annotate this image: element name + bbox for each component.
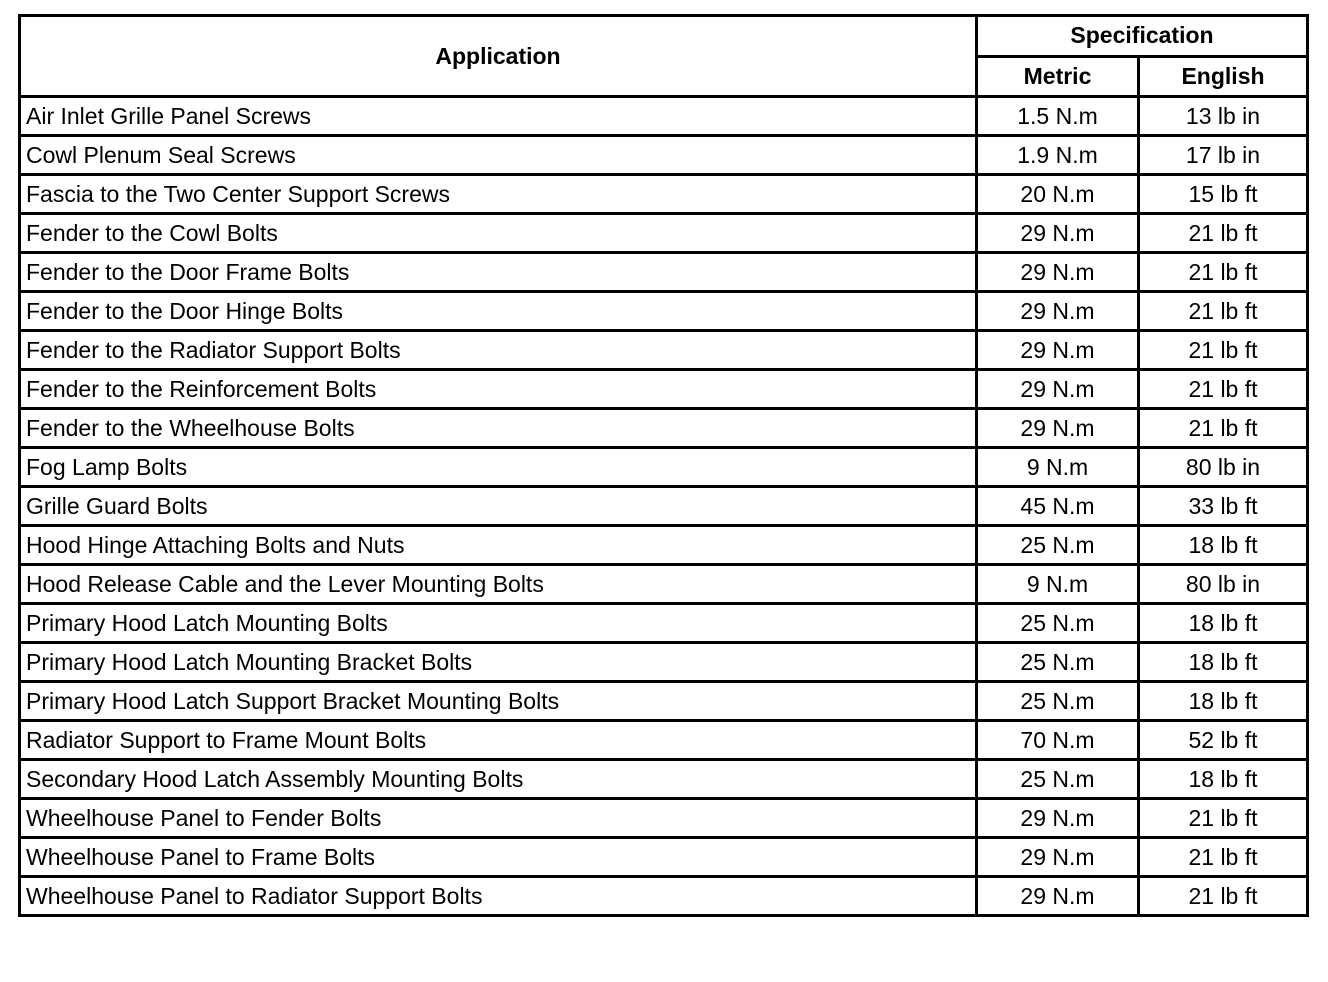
english-value-cell: 21 lb ft <box>1139 877 1308 916</box>
application-cell: Hood Hinge Attaching Bolts and Nuts <box>20 526 977 565</box>
english-value-cell: 18 lb ft <box>1139 643 1308 682</box>
english-value-cell: 21 lb ft <box>1139 799 1308 838</box>
metric-value-cell: 1.5 N.m <box>977 97 1139 136</box>
table-row <box>20 448 1308 487</box>
table-header <box>20 16 1308 97</box>
metric-value-cell: 25 N.m <box>977 526 1139 565</box>
application-cell: Air Inlet Grille Panel Screws <box>20 97 977 136</box>
application-cell: Wheelhouse Panel to Fender Bolts <box>20 799 977 838</box>
application-cell: Hood Release Cable and the Lever Mounting Bolts <box>20 565 977 604</box>
application-cell: Radiator Support to Frame Mount Bolts <box>20 721 977 760</box>
metric-value-cell: 25 N.m <box>977 760 1139 799</box>
metric-value-cell: 1.9 N.m <box>977 136 1139 175</box>
application-cell: Fascia to the Two Center Support Screws <box>20 175 977 214</box>
metric-value-cell: 25 N.m <box>977 682 1139 721</box>
table-row <box>20 136 1308 175</box>
metric-value-cell: 25 N.m <box>977 604 1139 643</box>
metric-value-cell: 9 N.m <box>977 448 1139 487</box>
english-value-cell: 21 lb ft <box>1139 292 1308 331</box>
table-body <box>20 97 1308 916</box>
application-cell: Fender to the Radiator Support Bolts <box>20 331 977 370</box>
table-row <box>20 175 1308 214</box>
application-cell: Fender to the Door Hinge Bolts <box>20 292 977 331</box>
table-row <box>20 409 1308 448</box>
english-value-cell: 21 lb ft <box>1139 370 1308 409</box>
fastener-specification-table <box>18 14 1309 917</box>
english-value-cell: 80 lb in <box>1139 565 1308 604</box>
metric-column-header: Metric <box>977 56 1139 97</box>
table-row <box>20 331 1308 370</box>
table-row <box>20 604 1308 643</box>
header-row-top <box>20 16 1308 57</box>
metric-value-cell: 70 N.m <box>977 721 1139 760</box>
table-row <box>20 97 1308 136</box>
english-value-cell: 18 lb ft <box>1139 682 1308 721</box>
english-value-cell: 21 lb ft <box>1139 409 1308 448</box>
english-value-cell: 80 lb in <box>1139 448 1308 487</box>
application-cell: Wheelhouse Panel to Radiator Support Bolts <box>20 877 977 916</box>
table-row <box>20 526 1308 565</box>
application-column-header: Application <box>20 16 977 97</box>
english-value-cell: 18 lb ft <box>1139 526 1308 565</box>
table-row <box>20 214 1308 253</box>
table-row <box>20 487 1308 526</box>
metric-value-cell: 29 N.m <box>977 331 1139 370</box>
table-row <box>20 253 1308 292</box>
english-value-cell: 17 lb in <box>1139 136 1308 175</box>
application-cell: Secondary Hood Latch Assembly Mounting Bolts <box>20 760 977 799</box>
application-cell: Fog Lamp Bolts <box>20 448 977 487</box>
metric-value-cell: 29 N.m <box>977 292 1139 331</box>
application-cell: Primary Hood Latch Mounting Bracket Bolts <box>20 643 977 682</box>
english-value-cell: 18 lb ft <box>1139 760 1308 799</box>
english-value-cell: 33 lb ft <box>1139 487 1308 526</box>
application-cell: Primary Hood Latch Support Bracket Mounting Bolts <box>20 682 977 721</box>
english-value-cell: 52 lb ft <box>1139 721 1308 760</box>
metric-value-cell: 29 N.m <box>977 838 1139 877</box>
application-cell: Wheelhouse Panel to Frame Bolts <box>20 838 977 877</box>
table-row <box>20 799 1308 838</box>
application-cell: Cowl Plenum Seal Screws <box>20 136 977 175</box>
metric-value-cell: 29 N.m <box>977 877 1139 916</box>
application-cell: Fender to the Door Frame Bolts <box>20 253 977 292</box>
english-value-cell: 21 lb ft <box>1139 253 1308 292</box>
metric-value-cell: 29 N.m <box>977 799 1139 838</box>
metric-value-cell: 25 N.m <box>977 643 1139 682</box>
table-row <box>20 838 1308 877</box>
application-cell: Grille Guard Bolts <box>20 487 977 526</box>
metric-value-cell: 20 N.m <box>977 175 1139 214</box>
metric-value-cell: 29 N.m <box>977 253 1139 292</box>
table-row <box>20 565 1308 604</box>
table-row <box>20 292 1308 331</box>
metric-value-cell: 29 N.m <box>977 214 1139 253</box>
metric-value-cell: 45 N.m <box>977 487 1139 526</box>
metric-value-cell: 29 N.m <box>977 370 1139 409</box>
english-value-cell: 18 lb ft <box>1139 604 1308 643</box>
table-row <box>20 721 1308 760</box>
table-row <box>20 682 1308 721</box>
application-cell: Fender to the Reinforcement Bolts <box>20 370 977 409</box>
table-row <box>20 877 1308 916</box>
english-value-cell: 15 lb ft <box>1139 175 1308 214</box>
metric-value-cell: 29 N.m <box>977 409 1139 448</box>
application-cell: Fender to the Wheelhouse Bolts <box>20 409 977 448</box>
specification-group-header: Specification <box>977 16 1308 57</box>
application-cell: Primary Hood Latch Mounting Bolts <box>20 604 977 643</box>
table-row <box>20 370 1308 409</box>
english-value-cell: 21 lb ft <box>1139 838 1308 877</box>
english-value-cell: 21 lb ft <box>1139 331 1308 370</box>
english-value-cell: 13 lb in <box>1139 97 1308 136</box>
table-row <box>20 760 1308 799</box>
application-cell: Fender to the Cowl Bolts <box>20 214 977 253</box>
table-row <box>20 643 1308 682</box>
english-column-header: English <box>1139 56 1308 97</box>
metric-value-cell: 9 N.m <box>977 565 1139 604</box>
english-value-cell: 21 lb ft <box>1139 214 1308 253</box>
